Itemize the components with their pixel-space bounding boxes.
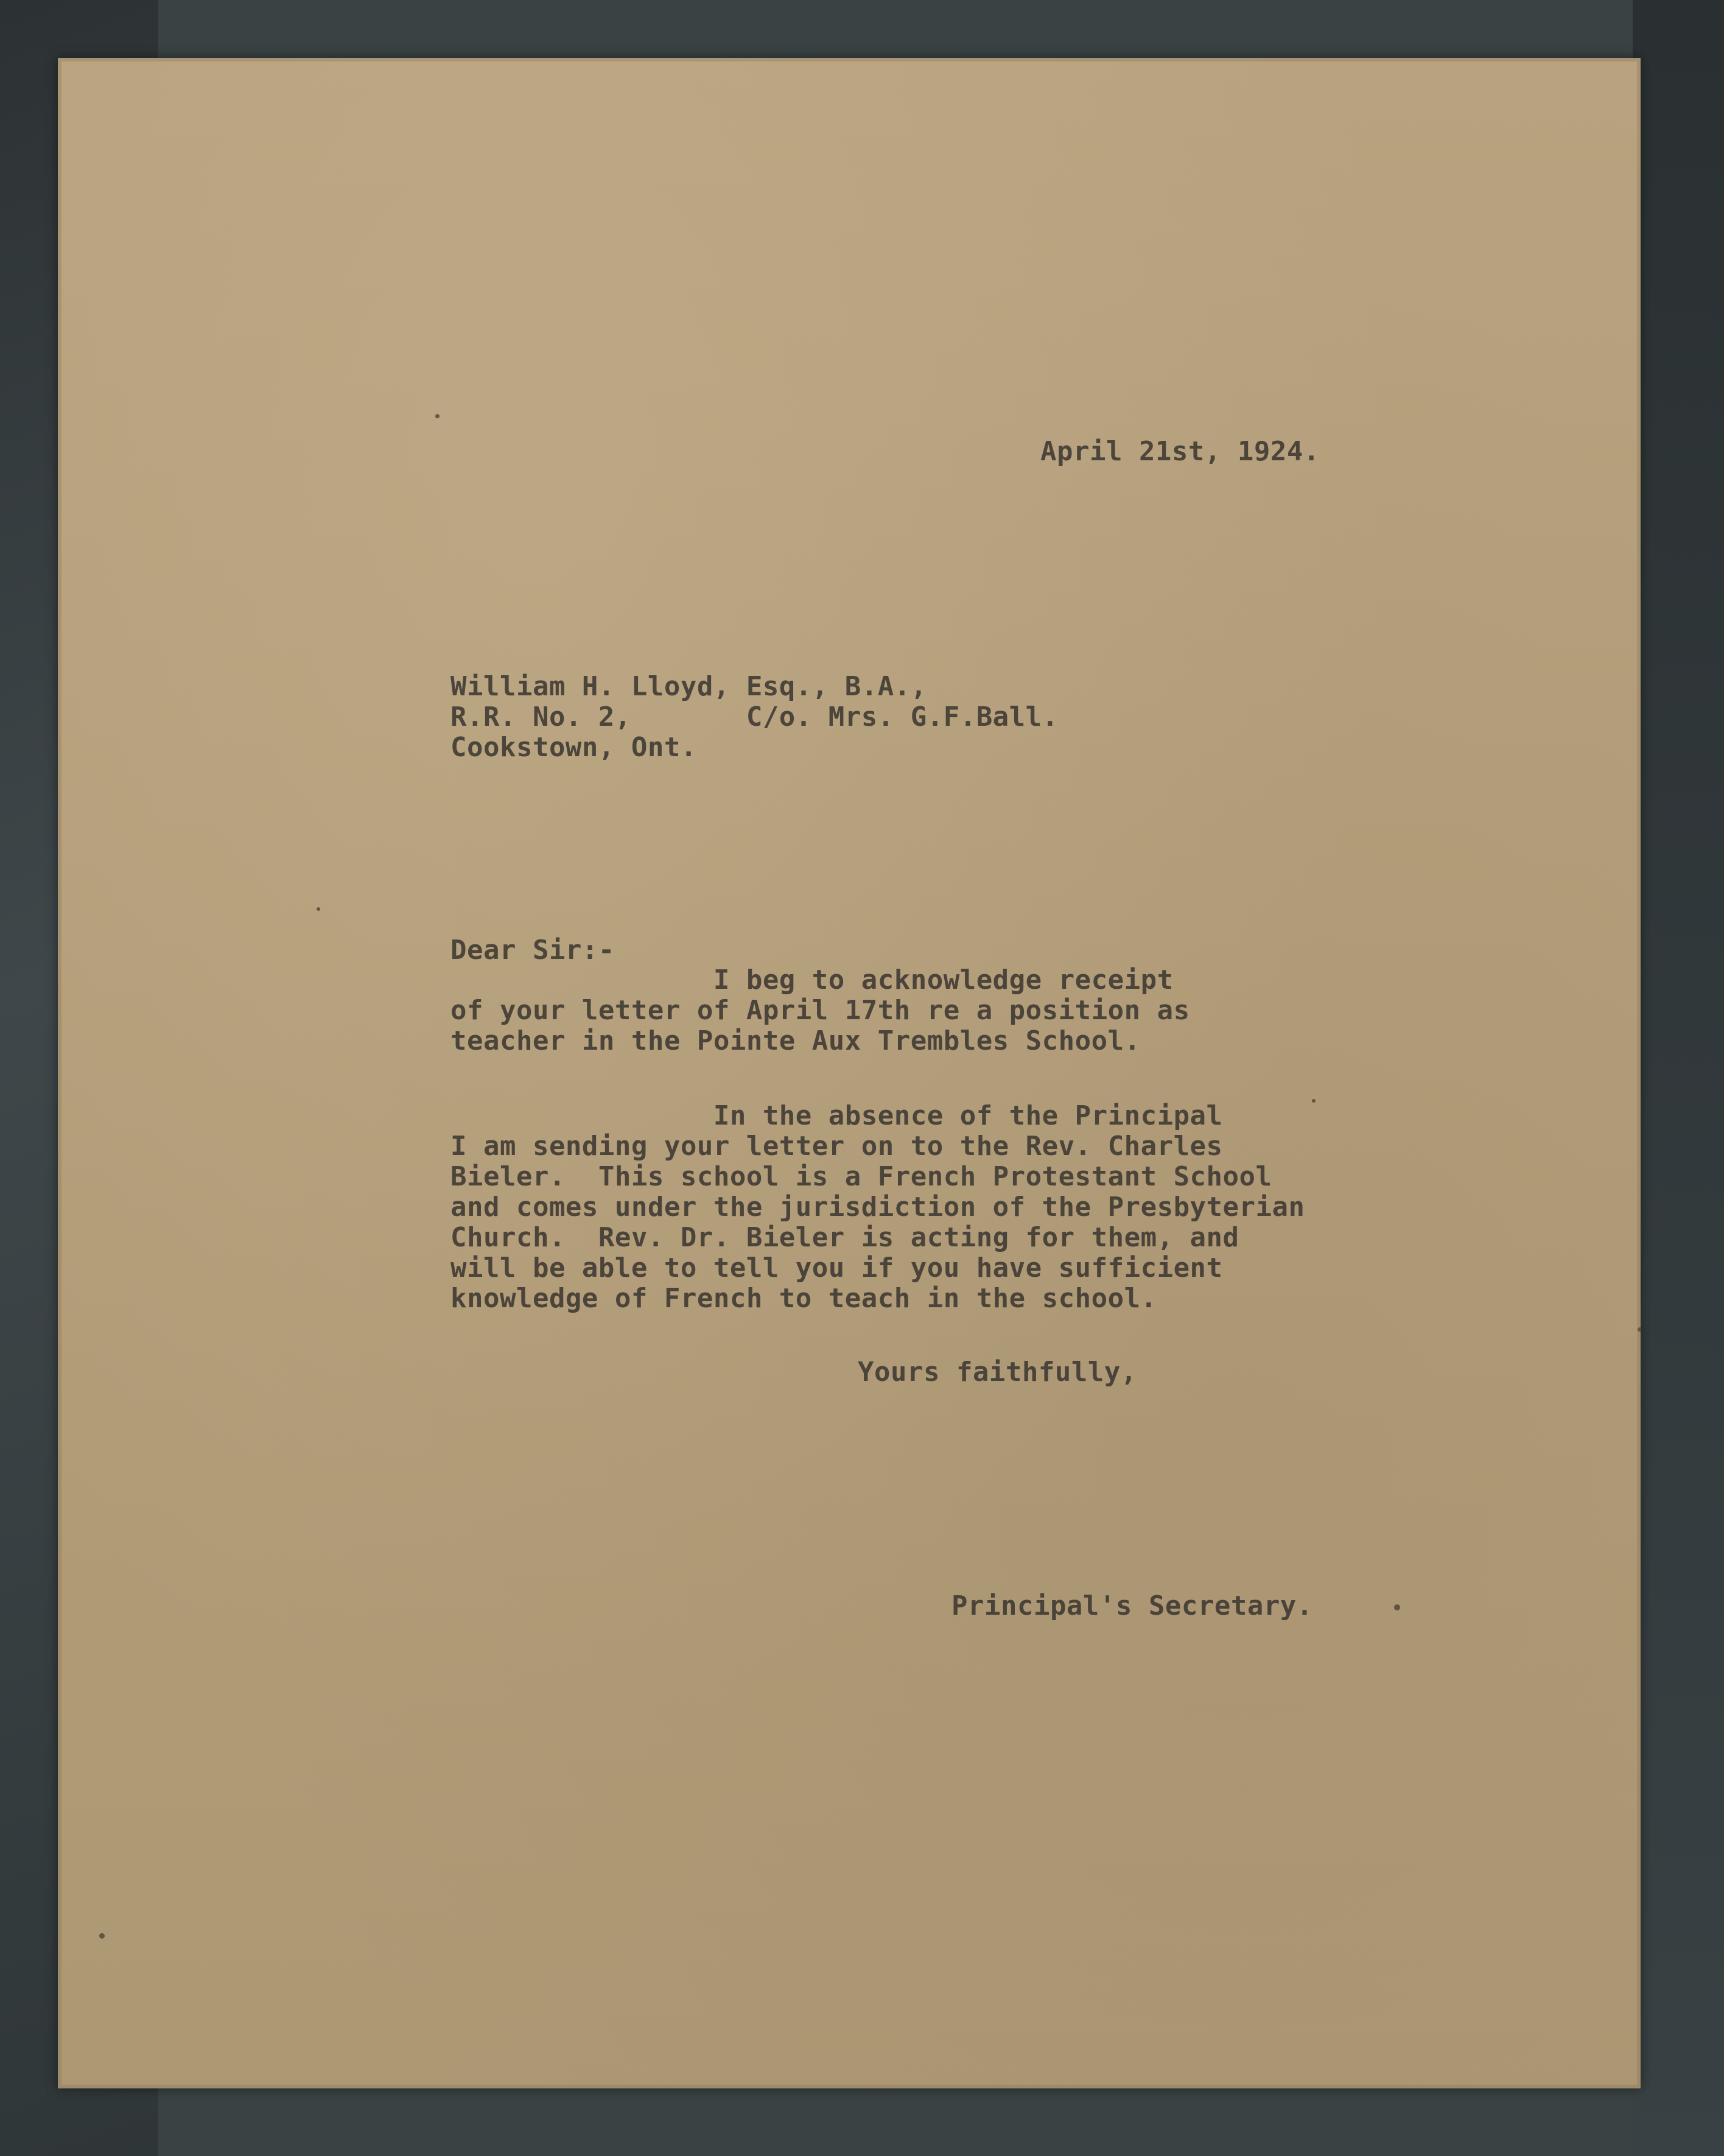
paper-speck	[317, 907, 320, 911]
address-line: R.R. No. 2, C/o. Mrs. G.F.Ball.	[450, 701, 1059, 732]
paragraph-line: of your letter of April 17th re a position as	[450, 995, 1190, 1026]
paragraph-line: In the absence of the Principal	[450, 1100, 1223, 1131]
paper-speck	[1312, 1099, 1316, 1103]
body-paragraph-2	[450, 1101, 1305, 1314]
address-line: Cookstown, Ont.	[450, 732, 697, 763]
body-paragraph-1	[450, 965, 1190, 1056]
paragraph-line: Bieler. This school is a French Protestant School	[450, 1161, 1272, 1192]
paragraph-line: knowledge of French to teach in the school.	[450, 1283, 1157, 1314]
letter-paper	[58, 58, 1641, 2088]
recipient-address	[450, 672, 1059, 763]
paragraph-line: I beg to acknowledge receipt	[450, 964, 1174, 995]
paragraph-line: teacher in the Pointe Aux Trembles School.	[450, 1025, 1141, 1056]
closing: Yours faithfully,	[858, 1357, 1137, 1388]
paragraph-line: I am sending your letter on to the Rev. Charles	[450, 1131, 1223, 1162]
paragraph-line: Church. Rev. Dr. Bieler is acting for them, and	[450, 1222, 1239, 1253]
paragraph-line: and comes under the jurisdiction of the Presbyterian	[450, 1192, 1305, 1223]
paper-speck	[435, 414, 440, 418]
paper-speck	[1638, 1327, 1642, 1332]
paper-speck	[99, 1933, 105, 1939]
address-line: William H. Lloyd, Esq., B.A.,	[450, 671, 927, 702]
signature: Principal's Secretary.	[951, 1590, 1313, 1621]
paragraph-line: will be able to tell you if you have sufficient	[450, 1252, 1223, 1283]
backdrop-right	[1633, 0, 1724, 2156]
salutation: Dear Sir:-	[450, 935, 615, 966]
letter-date: April 21st, 1924.	[1040, 436, 1320, 467]
paper-speck	[1394, 1604, 1400, 1610]
